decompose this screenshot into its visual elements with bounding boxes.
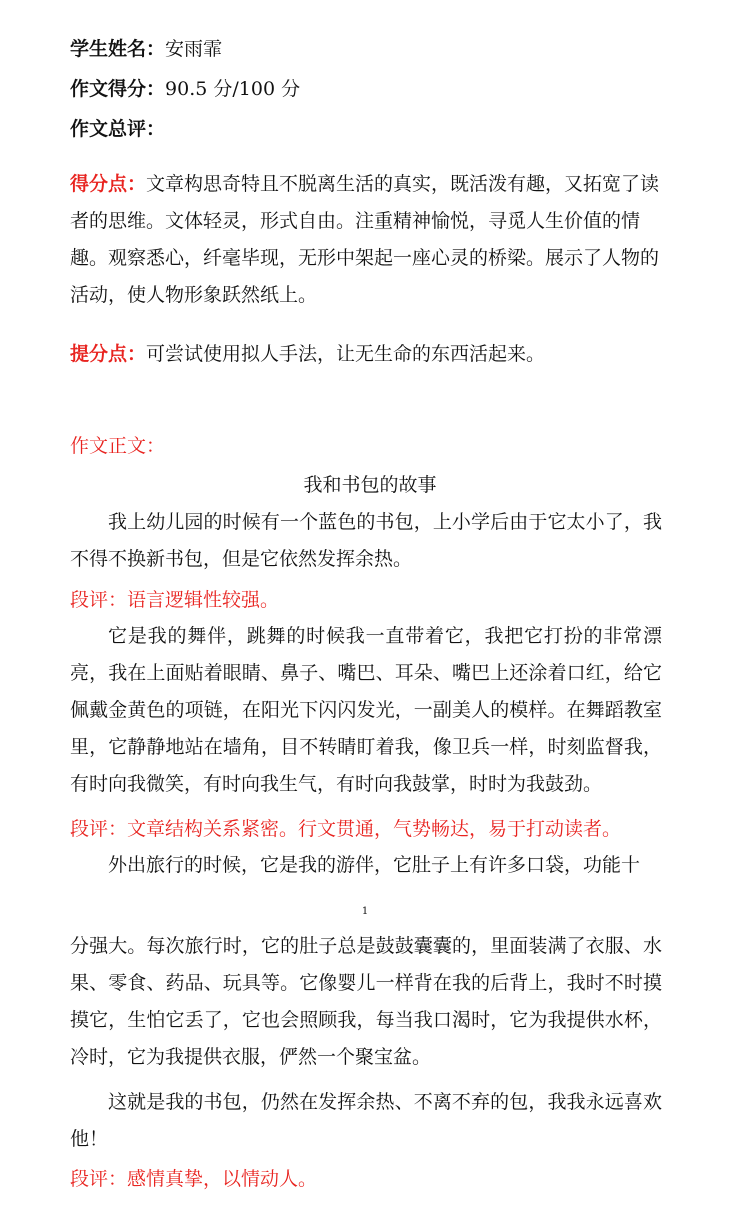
essay-section-heading [70, 433, 165, 459]
essay-paragraph-2: 它是我的舞伴，跳舞的时候我一直带着它，我把它打扮的非常漂亮，我在上面贴着眼睛、鼻子、嘴巴、耳朵、嘴巴上还涂着口红，给它佩戴金黄色的项链，在阳光下闪闪发光，一副美人的模样。在舞蹈教室里，它静静地站在墙角，目不转睛盯着我，像卫兵一样，时刻监督我，有时向我微笑，有时向我生气，有时向我鼓掌，时时为我鼓劲。 [70, 625, 662, 795]
essay-paragraph-4: 这就是我的书包，仍然在发挥余热、不离不弃的包，我我永远喜欢他！ [70, 1091, 662, 1150]
paragraph-comment-2: 段评：文章结构关系紧密。行文贯通，气势畅达，易于打动读者。 [70, 818, 622, 840]
essay-title: 我和书包的故事 [303, 474, 437, 496]
student-name-label: 学生姓名： [70, 38, 166, 60]
page-number: 1 [361, 906, 369, 917]
improvement-points-label: 提分点： [70, 343, 147, 365]
score-line [70, 76, 300, 102]
improvement-points-text: 可尝试使用拟人手法，让无生命的东西活起来。 [146, 343, 546, 365]
student-name-line [70, 36, 222, 62]
scoring-points [70, 166, 670, 314]
essay-paragraph-3-end: 分强大。每次旅行时，它的肚子总是鼓鼓囊囊的，里面装满了衣服、水果、零食、药品、玩具等。它像婴儿一样背在我的后背上，我时不时摸摸它，生怕它丢了，它也会照顾我，每当我口渴时，它为我提供水杯，冷时，它为我提供衣服，俨然一个聚宝盆。 [70, 935, 662, 1068]
score-label: 作文得分： [70, 78, 166, 100]
paragraph-comment-1: 段评：语言逻辑性较强。 [70, 589, 280, 611]
improvement-points [70, 336, 670, 373]
scoring-points-label: 得分点： [70, 173, 147, 195]
review-label: 作文总评： [70, 118, 166, 140]
student-name-value: 安雨霏 [165, 38, 223, 60]
review-heading [70, 116, 165, 142]
paragraph-comment-3: 段评：感情真挚，以情动人。 [70, 1168, 318, 1190]
score-value: 90.5 分/100 分 [165, 78, 301, 100]
essay-paragraph-1: 我上幼儿园的时候有一个蓝色的书包，上小学后由于它太小了，我不得不换新书包，但是它依然发挥余热。 [70, 511, 662, 570]
essay-paragraph-3-start: 外出旅行的时候，它是我的游伴，它肚子上有许多口袋，功能十 [108, 854, 641, 876]
scoring-points-text: 文章构思奇特且不脱离生活的真实，既活泼有趣，又拓宽了读者的思维。文体轻灵，形式自由。注重精神愉悦，寻觅人生价值的情趣。观察悉心，纤毫毕现，无形中架起一座心灵的桥梁。展示了人物的活动，使人物形象跃然纸上。 [70, 173, 660, 306]
essay-section-label: 作文正文： [70, 435, 166, 457]
